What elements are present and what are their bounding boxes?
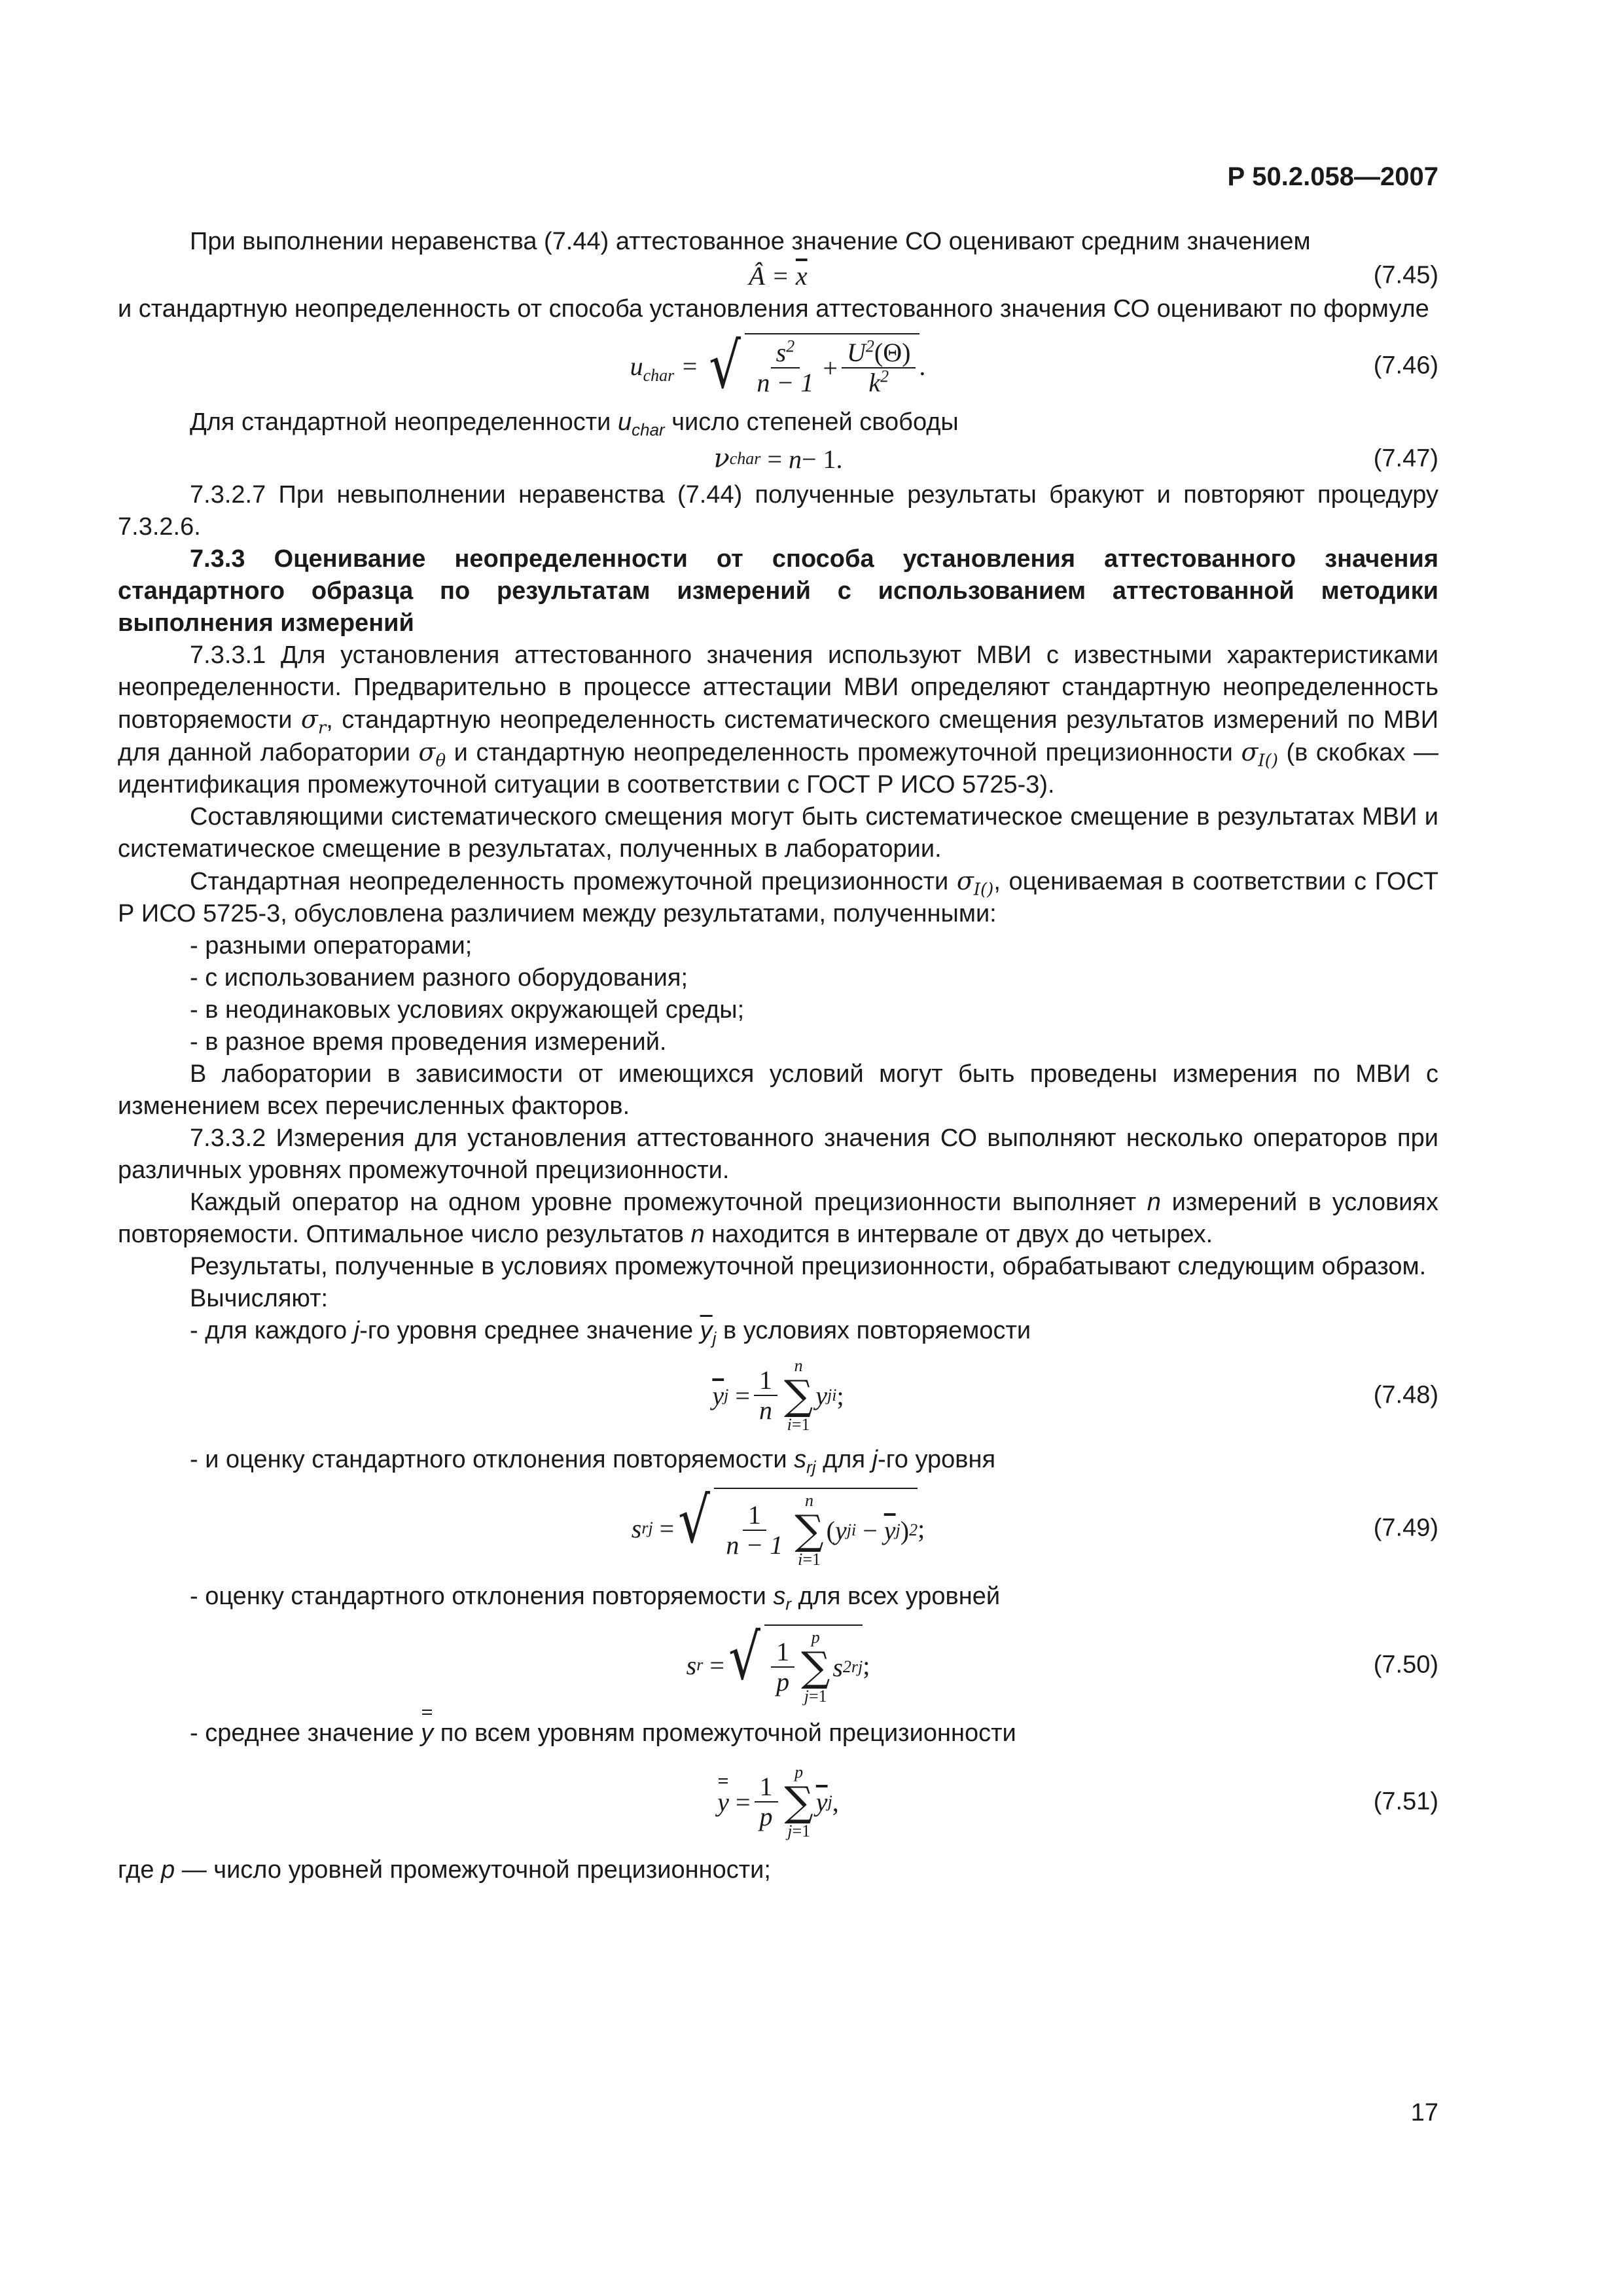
list-item: - для каждого j-го уровня среднее значение $\overline{y}_j$ в условиях повторяемости (190, 1317, 1031, 1348)
text: - среднее значение (190, 1719, 421, 1747)
text: - для каждого (190, 1317, 354, 1344)
text: по всем уровням промежуточной прецизионности (433, 1719, 1016, 1747)
paragraph: Вычисляют: (190, 1285, 329, 1312)
formula-7-45: Â = $\overline{x}$ (7.45) (749, 260, 1438, 291)
paragraph: В лаборатории в зависимости от имеющихся условий могут быть проведены измерения по МВИ с изменением всех перечисленных факторов. (118, 1060, 1438, 1120)
page-number: 17 (1410, 2099, 1438, 2126)
text: в условиях повторяемости (716, 1317, 1031, 1344)
formula-7-50: s r = √ $\frac{1}{p}$ p ∑ j=1 s 2 rj ; (7.50) (686, 1621, 1438, 1706)
paragraph: Стандартная неопределенность промежуточной прецизионности $\sigma_{I()}$, оцениваемая в соответствии с ГОСТ Р ИСО 5725-3, обусловлена различием между результатами, полученными: (118, 867, 1438, 927)
list-item: - и оценку стандартного отклонения повторяемости $s_{rj}$ для j-го уровня (190, 1446, 996, 1477)
text: для (815, 1446, 872, 1473)
equation-number: (7.47) (1373, 444, 1438, 473)
list-item: - в неодинаковых условиях окружающей среды; (190, 996, 745, 1024)
paragraph: где p — число уровней промежуточной прецизионности; (118, 1856, 771, 1884)
text: - оценку стандартного отклонения повторяемости (190, 1583, 774, 1610)
equation-number: (7.48) (1373, 1381, 1438, 1409)
text: — число уровней промежуточной прецизионности; (175, 1856, 771, 1884)
list-item: - среднее значение y по всем уровням промежуточной прецизионности (118, 1717, 1438, 1749)
text: число степеней свободы (671, 408, 959, 436)
document-number: Р 50.2.058—2007 (1227, 162, 1438, 191)
text: Стандартная неопределенность промежуточной прецизионности (190, 868, 957, 895)
paragraph: Результаты, полученные в условиях промежуточной прецизионности, обрабатывают следующим образом. (190, 1253, 1427, 1280)
list-item: - с использованием разного оборудования; (190, 964, 688, 992)
paragraph: 7.3.3.2 Измерения для установления аттестованного значения СО выполняют несколько операторов при различных уровнях промежуточной прецизионности. (118, 1124, 1438, 1184)
text: и стандартную неопределенность промежуточной прецизионности (446, 739, 1241, 766)
formula-7-51: y = $\frac{1}{p}$ p ∑ j=1 $\overline{y}$ j , (7.51) (717, 1763, 1438, 1840)
paragraph: Для стандартной неопределенности $u_{char}$ число степеней свободы (190, 408, 959, 440)
paragraph: и стандартную неопределенность от способа установления аттестованного значения СО оценивают по формуле (118, 295, 1429, 323)
equation-number: (7.50) (1373, 1651, 1438, 1679)
paragraph: При выполнении неравенства (7.44) аттестованное значение СО оценивают средним значением (190, 228, 1311, 255)
formula-7-48: $\overline{y}$ j = $\frac{1}{n}$ n ∑ i=1 y ji ; (7.48) (712, 1356, 1438, 1434)
text: измерений в условиях повторяемости. Оптимальное число результатов (118, 1189, 1438, 1248)
text: Каждый оператор на одном уровне промежуточной прецизионности выполняет (190, 1189, 1147, 1216)
body-text (118, 226, 1438, 1886)
text: , стандартную неопределенность систематического смещения результатов измерений по МВИ для данной лаборатории (118, 706, 1439, 766)
list-item: - в разное время проведения измерений. (190, 1028, 667, 1056)
text: -го уровня среднее значение (359, 1317, 700, 1344)
text: (в скобках — идентификация промежуточной ситуации в соответствии с ГОСТ Р ИСО 5725-3). (118, 739, 1438, 798)
text: для всех уровней (791, 1583, 1001, 1610)
text: 7.3.3.1 Для установления аттестованного значения используют МВИ с известными характеристиками неопределенности. Предварительно в процессе аттестации МВИ определяют стандартную неопределенность повторяемости (118, 641, 1438, 734)
list-item: - разными операторами; (190, 932, 473, 960)
formula-7-47: ν char = n − 1. (7.47) (713, 443, 1438, 474)
formula-7-49: s rj = √ $\frac{1}{n - 1}$ n ∑ i=1 ( y ji − $\overline{y}$ j ) 2 ; (7.49) (631, 1484, 1438, 1569)
paragraph: Каждый оператор на одном уровне промежуточной прецизионности выполняет n измерений в условиях повторяемости. Оптимальное число результатов n находится в интервале от двух до четырех. (118, 1189, 1438, 1248)
text: Для стандартной неопределенности (190, 408, 618, 436)
text: находится в интервале от двух до четырех. (704, 1221, 1213, 1248)
list-item: - оценку стандартного отклонения повторяемости $s_r$ для всех уровней (190, 1583, 1001, 1614)
paragraph: Составляющими систематического смещения могут быть систематическое смещение в результатах МВИ и систематическое смещение в результатах, полученных в лаборатории. (118, 803, 1438, 863)
text: , оцениваемая в соответствии с ГОСТ Р ИСО 5725-3, обусловлена различием между результатами, полученными: (118, 868, 1438, 927)
text: - и оценку стандартного отклонения повторяемости (190, 1446, 794, 1473)
section-heading: 7.3.3 Оценивание неопределенности от способа установления аттестованного значения стандартного образца по результатам измерений с использованием аттестованной методики выполнения измерений (118, 545, 1438, 637)
text: где (118, 1856, 162, 1884)
equation-number: (7.51) (1373, 1787, 1438, 1816)
formula-7-46: $u_{char}$ = √ $\frac{s^2}{n - 1}$ + $\frac{U^2(\Theta)}{k^2}$ . (7.46) (630, 329, 1438, 403)
equation-number: (7.45) (1373, 261, 1438, 289)
text: -го уровня (878, 1446, 996, 1473)
paragraph: 7.3.2.7 При невыполнении неравенства (7.44) полученные результаты бракуют и повторяют процедуру 7.3.2.6. (118, 481, 1438, 541)
equation-number: (7.49) (1373, 1514, 1438, 1542)
equation-number: (7.46) (1373, 351, 1438, 380)
paragraph: 7.3.3.1 Для установления аттестованного значения используют МВИ с известными характеристиками неопределенности. Предварительно в процессе аттестации МВИ определяют стандартную неопределенность повторяемости $\sigma_r$, стандартную неопределенность систематического смещения результатов измерений по МВИ для данной лаборатории $\sigma_\theta$ и стандартную неопределенность промежуточной прецизионности $\sigma_{I()}$ (в скобках — идентификация промежуточной ситуации в соответствии с ГОСТ Р ИСО 5725-3). (118, 641, 1439, 798)
